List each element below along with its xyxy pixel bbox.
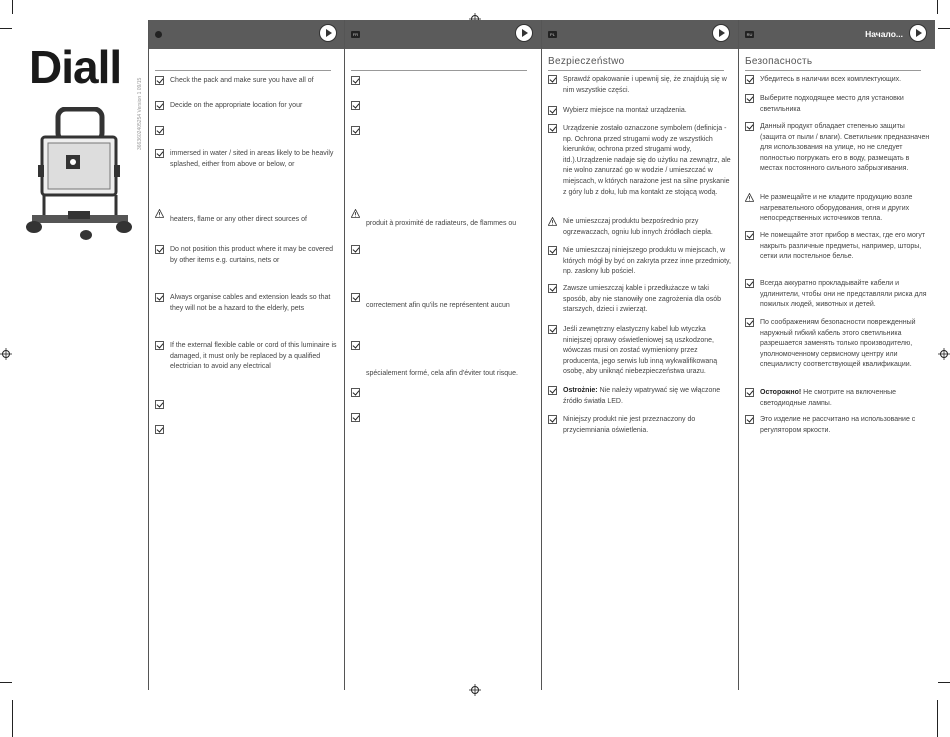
- checkbox-icon: [745, 415, 754, 424]
- crop-mark: [937, 700, 938, 737]
- crop-mark: [937, 0, 938, 14]
- safety-item: [548, 386, 734, 407]
- safety-item-text: heaters, flame or any other direct sources of: [170, 216, 307, 223]
- crop-mark: [0, 28, 12, 29]
- caution-label: Ostrożnie:: [563, 387, 598, 394]
- checkbox-icon: [351, 101, 360, 110]
- checkbox-icon: [548, 415, 557, 424]
- checkbox-icon: [155, 341, 164, 350]
- safety-item-text: По соображениям безопасности поврежденный наружный гибкий кабель этого светильника разрешается заменять только производителю, уполномоченному сервисному центру или специалисту соответствующей квалификации.: [760, 319, 916, 369]
- checkbox-icon: [745, 279, 754, 288]
- checkbox-icon: [745, 94, 754, 103]
- safety-item-text: Sprawdź opakowanie i upewnij się, że znajdują się w nim wszystkie części.: [563, 76, 727, 94]
- safety-item-text: Nie należy wpatrywać się we włączone źródło światła LED.: [563, 387, 721, 405]
- play-button-icon[interactable]: [909, 24, 927, 42]
- safety-item-text: Это изделие не рассчитано на использование с регулятором яркости.: [760, 416, 916, 434]
- checkbox-icon: [351, 245, 360, 254]
- checkbox-icon: [155, 149, 164, 158]
- checkbox-icon: [548, 325, 557, 334]
- safety-item-text: Выберите подходящее место для установки светильника: [760, 95, 904, 113]
- checkbox-icon: [548, 284, 557, 293]
- checkbox-icon: [351, 341, 360, 350]
- language-column: [541, 20, 738, 690]
- safety-item: [548, 75, 734, 96]
- caution-label: Осторожно!: [760, 389, 802, 396]
- title-divider: [745, 70, 921, 71]
- safety-item-text: Jeśli zewnętrzny elastyczny kabel lub wtyczka niniejszej oprawy oświetleniowej są uszkodzone, wówczas musi on zostać wymieniony przez producenta, jego serwis lub inną wykwalifikowaną osobę, aby uniknąć niebezpieczeństwa urazu.: [563, 326, 718, 376]
- safety-item: [548, 217, 734, 238]
- language-column: [148, 20, 345, 690]
- safety-item: [745, 231, 931, 263]
- safety-item-text: spécialement formé, cela afin d'éviter tout risque.: [366, 370, 518, 377]
- safety-item-text: Niniejszy produkt nie jest przeznaczony do przyciemniania oświetlenia.: [563, 416, 696, 434]
- checkbox-icon: [548, 386, 557, 395]
- crop-mark: [0, 682, 12, 683]
- checkbox-icon: [548, 246, 557, 255]
- safety-item-text: Zawsze umieszczaj kable i przedłużacze w taki sposób, aby nie stanowiły one zagrożenia dla osób starszych, dzieci i zwierząt.: [563, 285, 721, 314]
- safety-item-text: correctement afin qu'ils ne représentent aucun: [366, 302, 510, 309]
- safety-item: [351, 293, 537, 312]
- safety-item-text: produit à proximité de radiateurs, de flammes ou: [366, 220, 517, 227]
- safety-item: [155, 245, 341, 266]
- checkbox-icon: [351, 413, 360, 422]
- language-column: [344, 20, 541, 690]
- safety-item-text: If the external flexible cable or cord of this luminaire is damaged, it must only be replaced by a qualified electrician to avoid any electrical: [170, 342, 337, 371]
- checkbox-icon: [155, 245, 164, 254]
- safety-item: [745, 279, 931, 311]
- registration-mark-icon: [0, 348, 12, 360]
- title-divider: [351, 70, 527, 71]
- warning-icon: [351, 209, 360, 218]
- column-header-bar: [345, 20, 541, 49]
- floodlight-illustration: [24, 107, 136, 241]
- checkbox-icon: [155, 425, 164, 434]
- warning-icon: [155, 209, 164, 218]
- language-flag-icon: RU: [746, 32, 753, 37]
- checkbox-icon: [351, 293, 360, 302]
- crop-mark: [938, 682, 950, 683]
- language-column: [738, 20, 935, 690]
- safety-item: [745, 415, 931, 436]
- checkbox-icon: [745, 75, 754, 84]
- warning-icon: [745, 193, 754, 202]
- safety-item: [548, 284, 734, 316]
- title-divider: [155, 70, 331, 71]
- play-button-icon[interactable]: [712, 24, 730, 42]
- checkbox-icon: [548, 106, 557, 115]
- safety-item: [155, 209, 341, 226]
- safety-item-text: Всегда аккуратно прокладывайте кабели и удлинители, чтобы они не представляли риска для пожилых людей, животных и детей.: [760, 280, 927, 309]
- safety-item-text: Do not position this product where it may be covered by other items e.g. curtains, nets or: [170, 246, 334, 264]
- safety-item: [745, 75, 931, 86]
- language-flag-icon: PL: [548, 31, 557, 38]
- safety-item: [745, 388, 931, 409]
- safety-item-text: Убедитесь в наличии всех комплектующих.: [760, 76, 902, 83]
- safety-item: [548, 124, 734, 198]
- safety-item: [745, 122, 931, 175]
- checkbox-icon: [745, 231, 754, 240]
- safety-item-text: Always organise cables and extension leads so that they will not be a hazard to the elderly, pets: [170, 294, 331, 312]
- safety-item: [548, 246, 734, 278]
- checkbox-icon: [745, 122, 754, 131]
- checkbox-icon: [351, 388, 360, 397]
- safety-item-text: immersed in water / sited in areas likely to be heavily splashed, either from above or below, or: [170, 150, 334, 168]
- safety-item-text: Decide on the appropriate location for your: [170, 102, 303, 109]
- registration-mark-icon: [938, 348, 950, 360]
- safety-item-text: Wybierz miejsce na montaż urządzenia.: [563, 107, 687, 114]
- section-title: Bezpieczeństwo: [548, 56, 625, 67]
- crop-mark: [12, 0, 13, 14]
- safety-item-text: Данный продукт обладает степенью защиты (защита от пыли / влаги). Светильник предназначен для использования на улице, но не следует полностью погружать его в воду, размещать в местах постоянного сильного забрызгивания.: [760, 123, 930, 173]
- checkbox-icon: [548, 75, 557, 84]
- safety-item: [155, 293, 341, 314]
- safety-item-text: Nie umieszczaj niniejszego produktu w miejscach, w których mógł by być on zakryta przez inne przedmioty, np. zasłony lub pościel.: [563, 247, 731, 276]
- crop-mark: [12, 700, 13, 737]
- checkbox-icon: [351, 76, 360, 85]
- column-header-bar: [542, 20, 738, 49]
- safety-item: [155, 341, 341, 373]
- safety-item: [351, 341, 537, 380]
- play-button-icon[interactable]: [515, 24, 533, 42]
- safety-item: [155, 76, 341, 87]
- title-divider: [548, 70, 724, 71]
- checkbox-icon: [351, 126, 360, 135]
- start-nav-label[interactable]: Начало...: [865, 29, 903, 39]
- safety-item-text: Не смотрите на включенные светодиодные лампы.: [760, 389, 897, 407]
- checkbox-icon: [745, 388, 754, 397]
- checkbox-icon: [548, 124, 557, 133]
- safety-item: [351, 209, 537, 230]
- checkbox-icon: [155, 101, 164, 110]
- warning-icon: [548, 217, 557, 226]
- language-flag-icon: [155, 31, 162, 38]
- checkbox-icon: [745, 318, 754, 327]
- safety-item: [745, 193, 931, 225]
- safety-item: [155, 101, 341, 112]
- section-title: Безопасность: [745, 56, 813, 67]
- checkbox-icon: [155, 400, 164, 409]
- safety-item-text: Не помещайте этот прибор в местах, где его могут накрыть различные предметы, например, шторы, сетки или постельное белье.: [760, 232, 926, 261]
- play-button-icon[interactable]: [319, 24, 337, 42]
- safety-item: [155, 149, 341, 170]
- crop-mark: [938, 28, 950, 29]
- checkbox-icon: [155, 76, 164, 85]
- safety-item: [548, 325, 734, 378]
- safety-item-text: Check the pack and make sure you have all of: [170, 77, 314, 84]
- column-header-bar: [739, 20, 935, 49]
- column-header-bar: [149, 20, 345, 49]
- brand-logo: Diall: [29, 41, 122, 93]
- safety-item: [548, 415, 734, 436]
- safety-item: [548, 106, 734, 117]
- safety-item-text: Не размещайте и не кладите продукцию возле нагревательного оборудования, огня и других непосредственных источников тепла.: [760, 194, 913, 223]
- checkbox-icon: [155, 126, 164, 135]
- language-flag-icon: FR: [352, 32, 359, 37]
- checkbox-icon: [155, 293, 164, 302]
- safety-item-text: Urządzenie zostało oznaczone symbolem (definicja - np. Ochrona przed strugami wody ze wszystkich kierunków, ochrona przed strugami wody, itd.).Urządzenie nadaje się do użytku na zewnątrz, ale nie wolno zanurzać go w wodzie / umieszczać w miejscach, w których narażone jest na silne pryskanie z góry lub z dołu, lub ma kontakt ze stojącą wodą.: [563, 125, 731, 196]
- product-code: 3663602405254 Version 1 09/15: [137, 77, 143, 150]
- safety-item: [745, 318, 931, 371]
- safety-item: [745, 94, 931, 115]
- safety-item-text: Nie umieszczaj produktu bezpośrednio przy ogrzewaczach, ogniu lub innych źródłach ciepła.: [563, 218, 713, 236]
